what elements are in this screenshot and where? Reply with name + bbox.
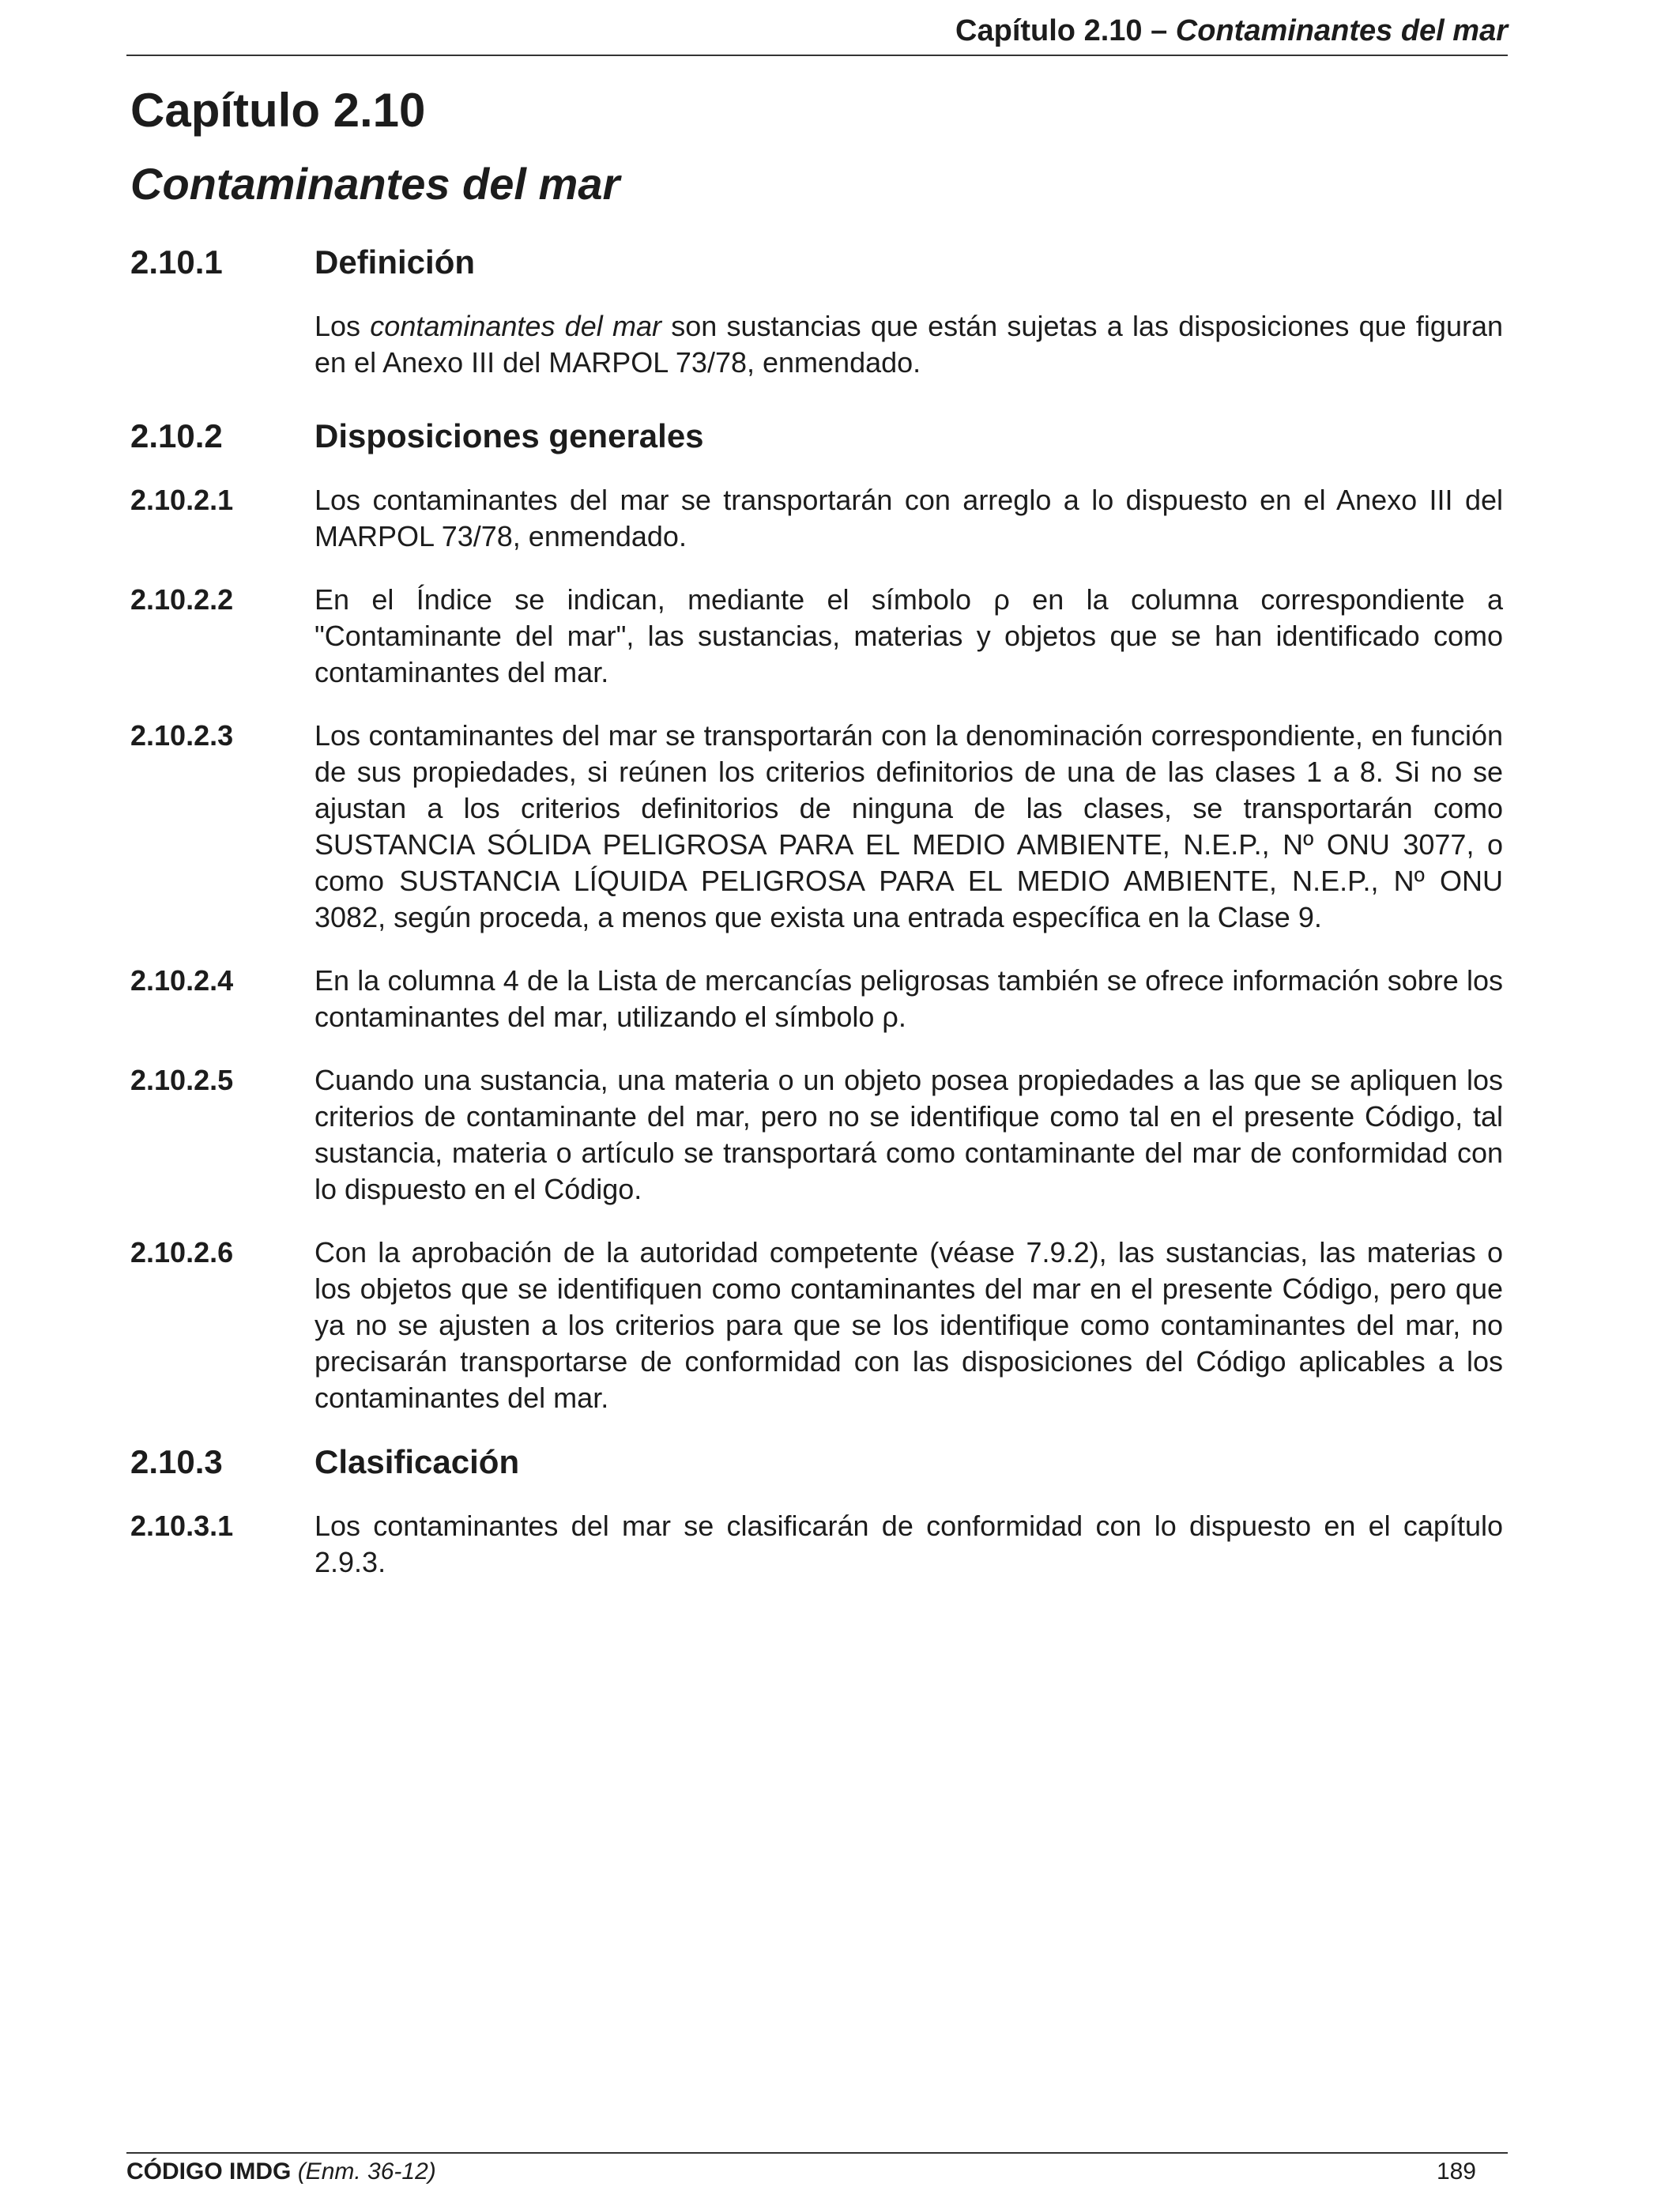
section-number: 2.10.3 xyxy=(130,1443,223,1480)
paragraph-text xyxy=(315,308,1503,381)
paragraph-2-10-2-5 xyxy=(130,1062,1503,1208)
paragraph-number xyxy=(130,308,315,381)
paragraph-number: 2.10.2.3 xyxy=(130,719,234,752)
paragraph-text: Los contaminantes del mar se transportarán con arreglo a lo dispuesto en el Anexo III del MARPOL 73/78, enmendado. xyxy=(315,484,1503,552)
paragraph-text: Los contaminantes del mar se clasificarán de conformidad con lo dispuesto en el capítulo 2.9.3. xyxy=(315,1510,1503,1578)
section-title: Definición xyxy=(315,243,476,281)
paragraph-2-10-2-6 xyxy=(130,1235,1503,1416)
page-number: 189 xyxy=(1436,2158,1476,2185)
footer-source xyxy=(126,2158,436,2185)
defined-term: contaminantes del mar xyxy=(370,310,661,342)
paragraph-2-10-2-2 xyxy=(130,582,1503,691)
paragraph-number: 2.10.2.1 xyxy=(130,484,234,516)
paragraph-number: 2.10.3.1 xyxy=(130,1510,234,1542)
paragraph-2-10-3-1 xyxy=(130,1508,1503,1581)
paragraph-text: Los contaminantes del mar se transportarán con la denominación correspondiente, en función de sus propiedades, si reúnen los criterios definitorios de una de las clases 1 a 8. Si no se ajustan a los criterios definitorios de ninguna de las clases, se transportarán como SUSTANCIA SÓLIDA PELIGROSA PARA EL MEDIO AMBIENTE, N.E.P., Nº ONU 3077, o como SUSTANCIA LÍQUIDA PELIGROSA PARA EL MEDIO AMBIENTE, N.E.P., Nº ONU 3082, según proceda, a menos que exista una entrada específica en la Clase 9. xyxy=(315,719,1503,933)
paragraph-number: 2.10.2.5 xyxy=(130,1064,234,1096)
paragraph-number: 2.10.2.6 xyxy=(130,1236,234,1269)
section-title: Disposiciones generales xyxy=(315,417,704,454)
document-body xyxy=(130,243,1503,1608)
paragraph-text: En el Índice se indican, mediante el símbolo ρ en la columna correspondiente a "Contaminante del mar", las sustancias, materias y objetos que se han identificado como contaminantes del mar. xyxy=(315,583,1503,688)
chapter-subtitle: Contaminantes del mar xyxy=(130,159,620,209)
paragraph-number: 2.10.2.2 xyxy=(130,583,234,616)
page-footer xyxy=(126,2152,1508,2185)
section-heading-clasificacion xyxy=(130,1443,1503,1481)
paragraph-2-10-2-3 xyxy=(130,718,1503,936)
paragraph-number: 2.10.2.4 xyxy=(130,964,234,997)
paragraph-text: Cuando una sustancia, una materia o un objeto posea propiedades a las que se apliquen los criterios de contaminante del mar, pero no se identifique como tal en el presente Código, tal sustancia, materia o artículo se transportará como contaminante del mar de conformidad con lo dispuesto en el Código. xyxy=(315,1064,1503,1205)
section-title: Clasificación xyxy=(315,1443,520,1480)
running-header-chapter: Capítulo 2.10 – xyxy=(955,14,1168,47)
section-number: 2.10.1 xyxy=(130,243,223,281)
running-header-title: Contaminantes del mar xyxy=(1167,14,1508,47)
footer-amendment: (Enm. 36-12) xyxy=(297,2158,436,2185)
paragraph-text: En la columna 4 de la Lista de mercancías peligrosas también se ofrece información sobre los contaminantes del mar, utilizando el símbolo ρ. xyxy=(315,964,1503,1033)
paragraph-definicion xyxy=(130,308,1503,381)
text-run: Los xyxy=(315,310,371,342)
section-heading-disposiciones xyxy=(130,417,1503,455)
section-heading-definicion xyxy=(130,243,1503,281)
footer-code: CÓDIGO IMDG xyxy=(126,2158,292,2185)
paragraph-2-10-2-1 xyxy=(130,482,1503,555)
running-header xyxy=(126,14,1508,56)
chapter-title: Capítulo 2.10 xyxy=(130,84,426,137)
text-run: son sustancias que están sujetas a las disposiciones que figuran en el Anexo III del MARPOL 73/78, enmendado. xyxy=(315,310,1504,379)
section-number: 2.10.2 xyxy=(130,417,223,454)
paragraph-2-10-2-4 xyxy=(130,963,1503,1035)
paragraph-text: Con la aprobación de la autoridad competente (véase 7.9.2), las sustancias, las materias o los objetos que se identifiquen como contaminantes del mar en el presente Código, pero que ya no se ajusten a los criterios para que se los identifique como contaminantes del mar, no precisarán transportarse de conformidad con las disposiciones del Código aplicables a los contaminantes del mar. xyxy=(315,1236,1503,1414)
